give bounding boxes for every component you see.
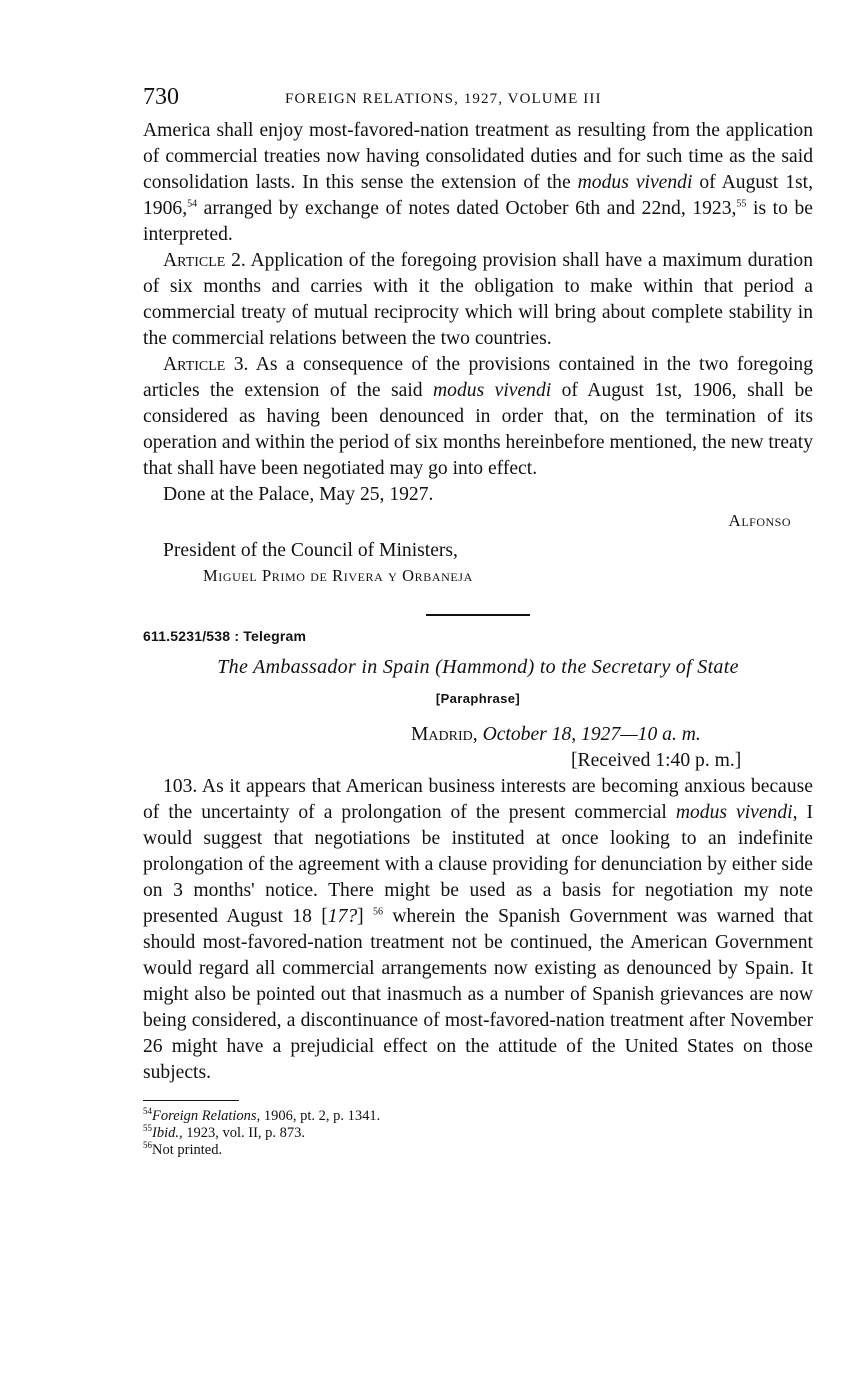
- page-header: [143, 84, 813, 118]
- footnotes: [143, 1108, 813, 1159]
- paraphrase-note: [Paraphrase]: [435, 691, 521, 706]
- footnote-divider: [143, 1100, 239, 1101]
- document-title: The Ambassador in Spain (Hammond) to the Secretary of State: [217, 656, 739, 678]
- file-number: 611.5231/538 : Telegram: [143, 628, 307, 644]
- document-page: [143, 84, 813, 1159]
- paragraph-article-3: Article 3. As a consequence of the provisions contained in the two foregoing articles the extension of the said modus vivendi of August 1st, 1906, shall be considered as having been denounced in order that, on the termination of its operation and within the period of six months hereinbefore mentioned, the new treaty that shall have been negotiated may go into effect.: [143, 354, 813, 479]
- running-head: FOREIGN RELATIONS, 1927, VOLUME III: [285, 91, 602, 107]
- page-number: 730: [143, 84, 179, 110]
- dateline: Madrid, October 18, 1927—10 a. m.: [411, 724, 701, 745]
- footnote-ref-54[interactable]: 54: [187, 198, 198, 210]
- president-name: Miguel Primo de Rivera y Orbaneja: [203, 566, 473, 585]
- signature-alfonso: Alfonso: [728, 511, 791, 530]
- received-time: [Received 1:40 p. m.]: [571, 750, 742, 771]
- president-title: President of the Council of Ministers,: [163, 540, 458, 561]
- done-at-line: Done at the Palace, May 25, 1927.: [163, 484, 434, 505]
- footnote-55: $^{55}$Ibid., 1923, vol. II, p. 873.: [143, 1123, 306, 1141]
- footnote-54: $^{54}$Foreign Relations, 1906, pt. 2, p. 1341.: [143, 1106, 381, 1124]
- section-divider: [426, 614, 530, 616]
- footnote-ref-56[interactable]: 56: [373, 906, 384, 918]
- paragraph-article-2: Article 2. Application of the foregoing provision shall have a maximum duration of six months and carries with it the obligation to make within that period a commercial treaty of mutual reciprocity which will bring about complete stability in the commercial relations between the two countries.: [143, 250, 813, 349]
- footnote-56: $^{56}$Not printed.: [143, 1140, 223, 1158]
- telegram-body: 103. As it appears that American business interests are becoming anxious because of the uncertainty of a prolongation of the present commercial modus vivendi, I would suggest that negotiations be instituted at once looking to an indefinite prolongation of the agreement with a clause providing for denunciation by either side on 3 months' notice. There might be used as a basis for negotiation my note presented August 18 [17?] $^{56}$ wherein the Spanish Government was warned that should most-favored-nation treatment not be continued, the American Government would regard all commercial arrangements now existing as denounced by Spain. It might also be pointed out that inasmuch as a number of Spanish grievances are now being considered, a discontinuance of most-favored-nation treatment after November 26 might have a prejudicial effect on the attitude of the United States on those subjects.: [143, 776, 813, 1083]
- footnote-ref-55[interactable]: 55: [736, 198, 747, 210]
- paragraph-article-1-continued: America shall enjoy most-favored-nation treatment as resulting from the application of commercial treaties now having consolidated duties and for such time as the said consolidation lasts. In this sense the extension of the modus vivendi of August 1st, 1906,54 arranged by exchange of notes dated October 6th and 22nd, 1923,55 is to be interpreted.: [143, 120, 813, 245]
